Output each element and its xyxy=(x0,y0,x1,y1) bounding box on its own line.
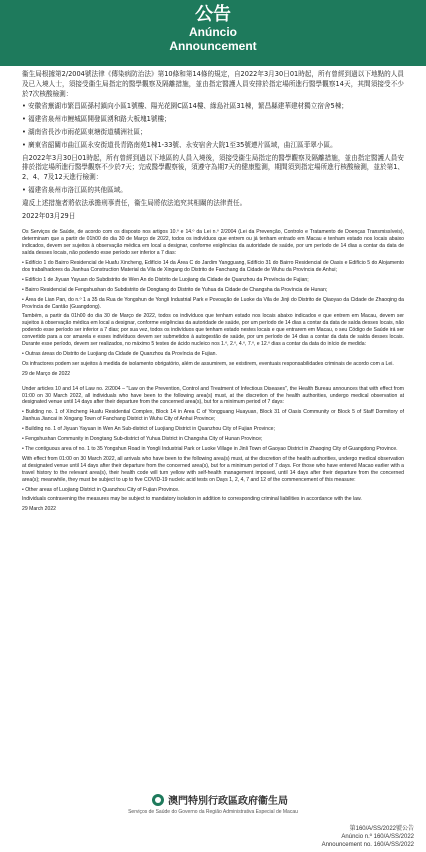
health-bureau-logo-icon xyxy=(152,794,164,806)
header-banner xyxy=(0,0,426,66)
zh-intro: 衞生局根據第2/2004號法律《傳染病防治法》第10條和第14條的規定，自2022年3月30日01時起，所有曾經到過以下地點的人員及已入境人士，須接受衞生局指定的醫學觀察及隔離措施，並由指定醫護人員安排於指定場所進行醫學觀察14天，其間須接受不少於7次核酸檢測： xyxy=(22,70,404,98)
zh-item: • 廣東省韶關市曲江區永安街道長青路南苑1棟1-33號、永安宿舍大院1至35號連片區域，曲江區菲翠小區。 xyxy=(22,140,337,149)
pt-intro: Os Serviços de Saúde, de acordo com os disposto nos artigos 10.º e 14.º da Lei n.º 2/2004 (Lei da Prevenção, Controlo e Tratamento de Doenças Transmissíveis), determinam que a partir de 01h00 do dia 30 de Março de 2022, todos os indivíduos que entrem ou já tenham entrado em Macau e tenham estado nos locais abaixo indicados, devem ser sujeitos à observação médica em local a designar, conforme exigências da autoridade de saúde, por um período de 14 dias a contar da data de saída desses locais, não podendo esse período ser inferior a 7 dias: xyxy=(22,229,404,257)
pt-paragraph-2: Também, a partir da 01h00 do dia 30 de Março de 2022, todos os indivíduos que tenham estado nos locais abaixo indicados e que entrem em Macau, devem ser sujeitos à observação médica em local a designar, conforme exigências da autoridade de saúde, por um período de 14 dias a contar da data de saída desses locais, não podendo esse período ser inferior a 7 dias; por sua vez, todos os indivíduos que tenham estado nestes locais e que entrarem em Macau, o seu Código de Saúde irá ser convertido para a cor amarela e esses indivíduos devem ser submetidos à autogestão de saúde, por um período de 14 dias a contar da data de saída desses locais. Durante esse período, devem ser realizados, no máximo 5 testes de ácido nucleico nos 1.º, 2.º, 4.º, 7.º, e 12.º dias a contar da data do início de medida: xyxy=(22,313,404,348)
section-zh xyxy=(22,70,404,221)
en-item: • The contiguous area of no. 1 to 35 Yongshun Road in Yongli Industrial Park or Luoke Village in Jinli Town of Gaoyao District in Zhaoqing City of Guangdong Province. xyxy=(22,446,398,453)
zh-item: • 湖南省長沙市雨花區東塘街道橘洲社區； xyxy=(22,127,147,136)
en-paragraph-3: Individuals contravening the measures may be subject to mandatory isolation in addition to corresponding criminal liabilities in accordance with the law. xyxy=(22,496,362,503)
ref-en: Announcement no. 160/A/SS/2022 xyxy=(321,842,414,848)
title-en: Announcement xyxy=(169,39,257,53)
announcement-body xyxy=(22,70,404,786)
zh-item: • 福建省泉州市洛江區的其他區域。 xyxy=(22,185,127,194)
pt-item: • Edifício 1 do Bairro Residencial de Huafu Xincheng, Edifício 14 da Área C do Jardim Yangguang, Edifício 31 do Bairro Residencial de Oasis e Edifício 5 do Alojamento dos trabalhadores da Jianhua Construction Material da Vila de Xingang do Distrito de Fanchang da Cidade de Wuhu da Província de Anhui; xyxy=(22,259,404,273)
en-item: • Other areas of Luojiang District in Quanzhou City of Fujian Province. xyxy=(22,486,180,493)
section-en xyxy=(22,386,404,514)
pt-item: • Outras áreas do Distrito de Luojiang da Cidade de Quanzhou da Província de Fujian. xyxy=(22,350,217,357)
pt-item: • Bairro Residencial de Fengshushan do Subdistrito de Dongtang do Distrito de Yuhua da Cidade de Changsha da Província de Hunan; xyxy=(22,286,328,293)
ref-zh: 第160/A/SS/2022號公告 xyxy=(349,826,414,832)
en-item: • Building no. 1 of Jiyuan Yayuan in Wen An Sub-district of Luojiang District in Quanzhou City of Fujian Province; xyxy=(22,426,275,433)
zh-item: • 福建省泉州市鯉城區開發區湧和路大板塊1號樓； xyxy=(22,115,171,124)
org-name-pt: Serviços de Saúde do Governo da Região Administrativa Especial de Macau xyxy=(128,809,298,815)
pt-item: • Área de Lian Pan, do n.º 1 a 35 da Rua de Yongshun de Yongli Industrial Park e Povoação de Luoke da Vila de Jinji do Distrito de Qiaoyao da Cidade de Zhaoqing da Província de Cantão (Guangdong). xyxy=(22,296,404,310)
section-pt xyxy=(22,229,404,377)
title-pt: Anúncio xyxy=(189,25,237,39)
en-intro: Under articles 10 and 14 of Law no. 2/2004 – "Law on the Prevention, Control and Treatment of Infectious Diseases", the Health Bureau announces that with effect from 01:00 on 30 March 2022, all individuals who have been to the following area(s) must, at the discretion of the health authorities, undergo medical observation at designated venue until 14 days after their departure from the concerned area(s), but for a minimum period of 7 days: xyxy=(22,385,404,406)
pt-paragraph-3: Os infractores podem ser sujeitos à medida de isolamento obrigatório, além de assumirem, se existirem, eventuais responsabilidades criminais de acordo com a Lei. xyxy=(22,360,394,367)
zh-paragraph-2: 自2022年3月30日01時起，所有曾經到過以下地區的人員入境後，須接受衞生局指定的醫學觀察及隔離措施，並由指定醫護人員安排於指定場所進行醫學觀察不少於7天；完成醫學觀察後，須遵守為期7天的健康監測，期間須到指定場所進行核酸檢測，並於第1、2、4、7及12天進行檢測： xyxy=(22,153,404,182)
zh-date: 2022年03月29日 xyxy=(22,211,76,220)
org-name-zh: 澳門特別行政區政府衞生局 xyxy=(168,796,288,807)
footer xyxy=(0,788,426,852)
ref-pt: Anúncio n.º 160/A/SS/2022 xyxy=(341,834,414,840)
pt-date: 29 de Março de 2022 xyxy=(22,370,71,377)
zh-item: • 安徽省蕪湖市繁昌區孫村鎮向小區1號樓、陽光花園C區14樓、綠島社區31棟，繁昌縣建華建材獨立宿舍5棟； xyxy=(22,102,348,111)
en-date: 29 March 2022 xyxy=(22,506,56,513)
en-item: • Fengshushan Community in Dongtang Sub-district of Yuhua District in Changsha City of Hunan Province; xyxy=(22,436,263,443)
en-item: • Building no. 1 of Xincheng Huafu Residential Complex, Block 14 in Area C of Yongguang Huayuan, Block 31 of Oasis Community or Block 5 of Staff Dormitory of Jianhua Jiancai in Xingang Town of Fanchang District in Wuhu City of Anhui Province; xyxy=(22,409,404,423)
reference-numbers xyxy=(322,825,414,849)
title-zh: 公告 xyxy=(195,4,231,25)
en-paragraph-2: With effect from 01:00 on 30 March 2022, all arrivals who have been to the following area(s) must, at the discretion of the health authorities, undergo medical observation at designated venue until 14 days after their departure from the concerned area(s), but for a minimum period of 7 days. For those who have entered Macao earlier with a travel history to the relevant area(s), their health code will turn yellow with self-health management imposed, until 14 days after their departure from the concerned area(s); meanwhile, they must be subject to up to five COVID-19 nucleic acid tests on Days 1, 2, 4, 7 and 12 of the commencement of this measure: xyxy=(22,455,404,483)
pt-item: • Edifício 1 de Jiyuan Yayuan do Subdistrito de Wen An do Distrito de Luojiang da Cidade de Quanzhou da Província de Fujian; xyxy=(22,276,309,283)
zh-paragraph-3: 違反上述措施者將依法承擔刑事責任，衞生局將依法追究其相關的法律責任。 xyxy=(22,198,247,207)
